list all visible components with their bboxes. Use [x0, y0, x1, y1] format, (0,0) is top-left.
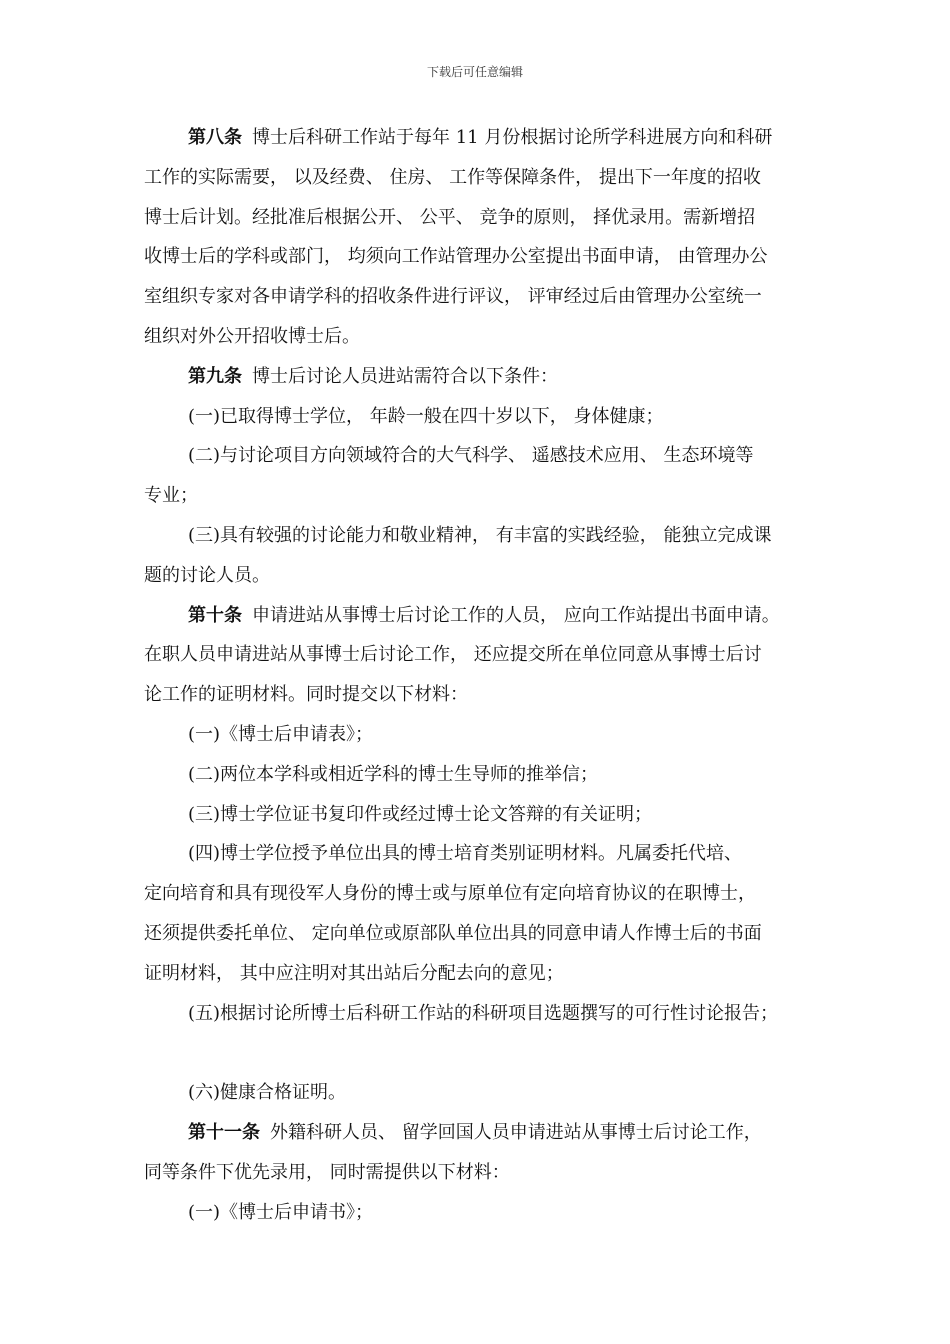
- line-text: (一)《博士后申请书》；: [188, 1201, 374, 1223]
- text-line: [144, 994, 804, 1034]
- text-line: [144, 914, 804, 954]
- text-line: [144, 1193, 804, 1233]
- article-heading: 第十一条: [188, 1121, 260, 1143]
- line-text: 题的讨论人员。: [144, 564, 270, 586]
- line-text: (六)健康合格证明。: [188, 1082, 347, 1104]
- line-text: (五)根据讨论所博士后科研工作站的科研项目选题撰写的可行性讨论报告；: [188, 1002, 779, 1024]
- page-header: 下载后可任意编辑: [426, 65, 523, 79]
- line-text: 室组织专家对各申请学科的招收条件进行评议， 评审经过后由管理办公室统一: [144, 286, 762, 308]
- text-line: [144, 277, 804, 317]
- text-line: [144, 596, 804, 636]
- line-text: 博士后计划。经批准后根据公开、 公平、 竞争的原则， 择优录用。需新增招: [144, 206, 756, 228]
- text-line: [144, 1113, 804, 1153]
- text-line: [144, 158, 804, 198]
- line-text: (一)《博士后申请表》；: [188, 723, 374, 745]
- line-text: 工作的实际需要， 以及经费、 住房、 工作等保障条件， 提出下一年度的招收: [144, 166, 761, 188]
- text-line: [144, 397, 804, 437]
- line-text: (三)博士学位证书复印件或经过博士论文答辩的有关证明；: [188, 803, 653, 825]
- line-text: 在职人员申请进站从事博士后讨论工作， 还应提交所在单位同意从事博士后讨: [144, 644, 762, 666]
- line-text: 专业；: [144, 485, 198, 507]
- text-line: [144, 118, 804, 158]
- text-line: [144, 755, 804, 795]
- line-text: 外籍科研人员、 留学回国人员申请进站从事博士后讨论工作，: [270, 1121, 762, 1143]
- text-line: [144, 635, 804, 675]
- text-line: [144, 516, 804, 556]
- line-text: 收博士后的学科或部门， 均须向工作站管理办公室提出书面申请， 由管理办公: [144, 246, 768, 268]
- text-line: [144, 357, 804, 397]
- text-line: [144, 874, 804, 914]
- line-text: (一)已取得博士学位， 年龄一般在四十岁以下， 身体健康；: [188, 405, 664, 427]
- line-text: 博士后科研工作站于每年 11 月份根据讨论所学科进展方向和科研: [252, 127, 773, 148]
- text-line: [144, 795, 804, 835]
- line-text: (二)与讨论项目方向领域符合的大气科学、 遥感技术应用、 生态环境等: [188, 445, 754, 467]
- blank-line: [144, 1033, 804, 1073]
- document-body: [144, 118, 804, 1232]
- line-text: (三)具有较强的讨论能力和敬业精神， 有丰富的实践经验， 能独立完成课: [188, 524, 772, 546]
- line-text: (四)博士学位授予单位出具的博士培育类别证明材料。凡属委托代培、: [188, 843, 743, 865]
- text-line: [144, 198, 804, 238]
- text-line: [144, 237, 804, 277]
- text-line: [144, 1073, 804, 1113]
- text-line: [144, 715, 804, 755]
- article-heading: 第十条: [188, 604, 242, 626]
- line-text: 申请进站从事博士后讨论工作的人员， 应向工作站提出书面申请。: [252, 604, 780, 626]
- text-line: [144, 675, 804, 715]
- line-text: 还须提供委托单位、 定向单位或原部队单位出具的同意申请人作博士后的书面: [144, 922, 762, 944]
- line-text: 定向培育和具有现役军人身份的博士或与原单位有定向培育协议的在职博士，: [144, 883, 756, 905]
- text-line: [144, 476, 804, 516]
- line-text: 组织对外公开招收博士后。: [144, 325, 360, 347]
- line-text: 同等条件下优先录用， 同时需提供以下材料：: [144, 1161, 510, 1183]
- text-line: [144, 556, 804, 596]
- text-line: [144, 834, 804, 874]
- text-line: [144, 317, 804, 357]
- text-line: [144, 954, 804, 994]
- line-text: 证明材料， 其中应注明对其出站后分配去向的意见；: [144, 962, 564, 984]
- line-text: 论工作的证明材料。同时提交以下材料：: [144, 684, 468, 706]
- article-heading: 第八条: [188, 127, 242, 148]
- article-heading: 第九条: [188, 365, 242, 387]
- text-line: [144, 1153, 804, 1193]
- line-text: 博士后讨论人员进站需符合以下条件：: [252, 365, 558, 387]
- line-text: (二)两位本学科或相近学科的博士生导师的推举信；: [188, 763, 599, 785]
- text-line: [144, 436, 804, 476]
